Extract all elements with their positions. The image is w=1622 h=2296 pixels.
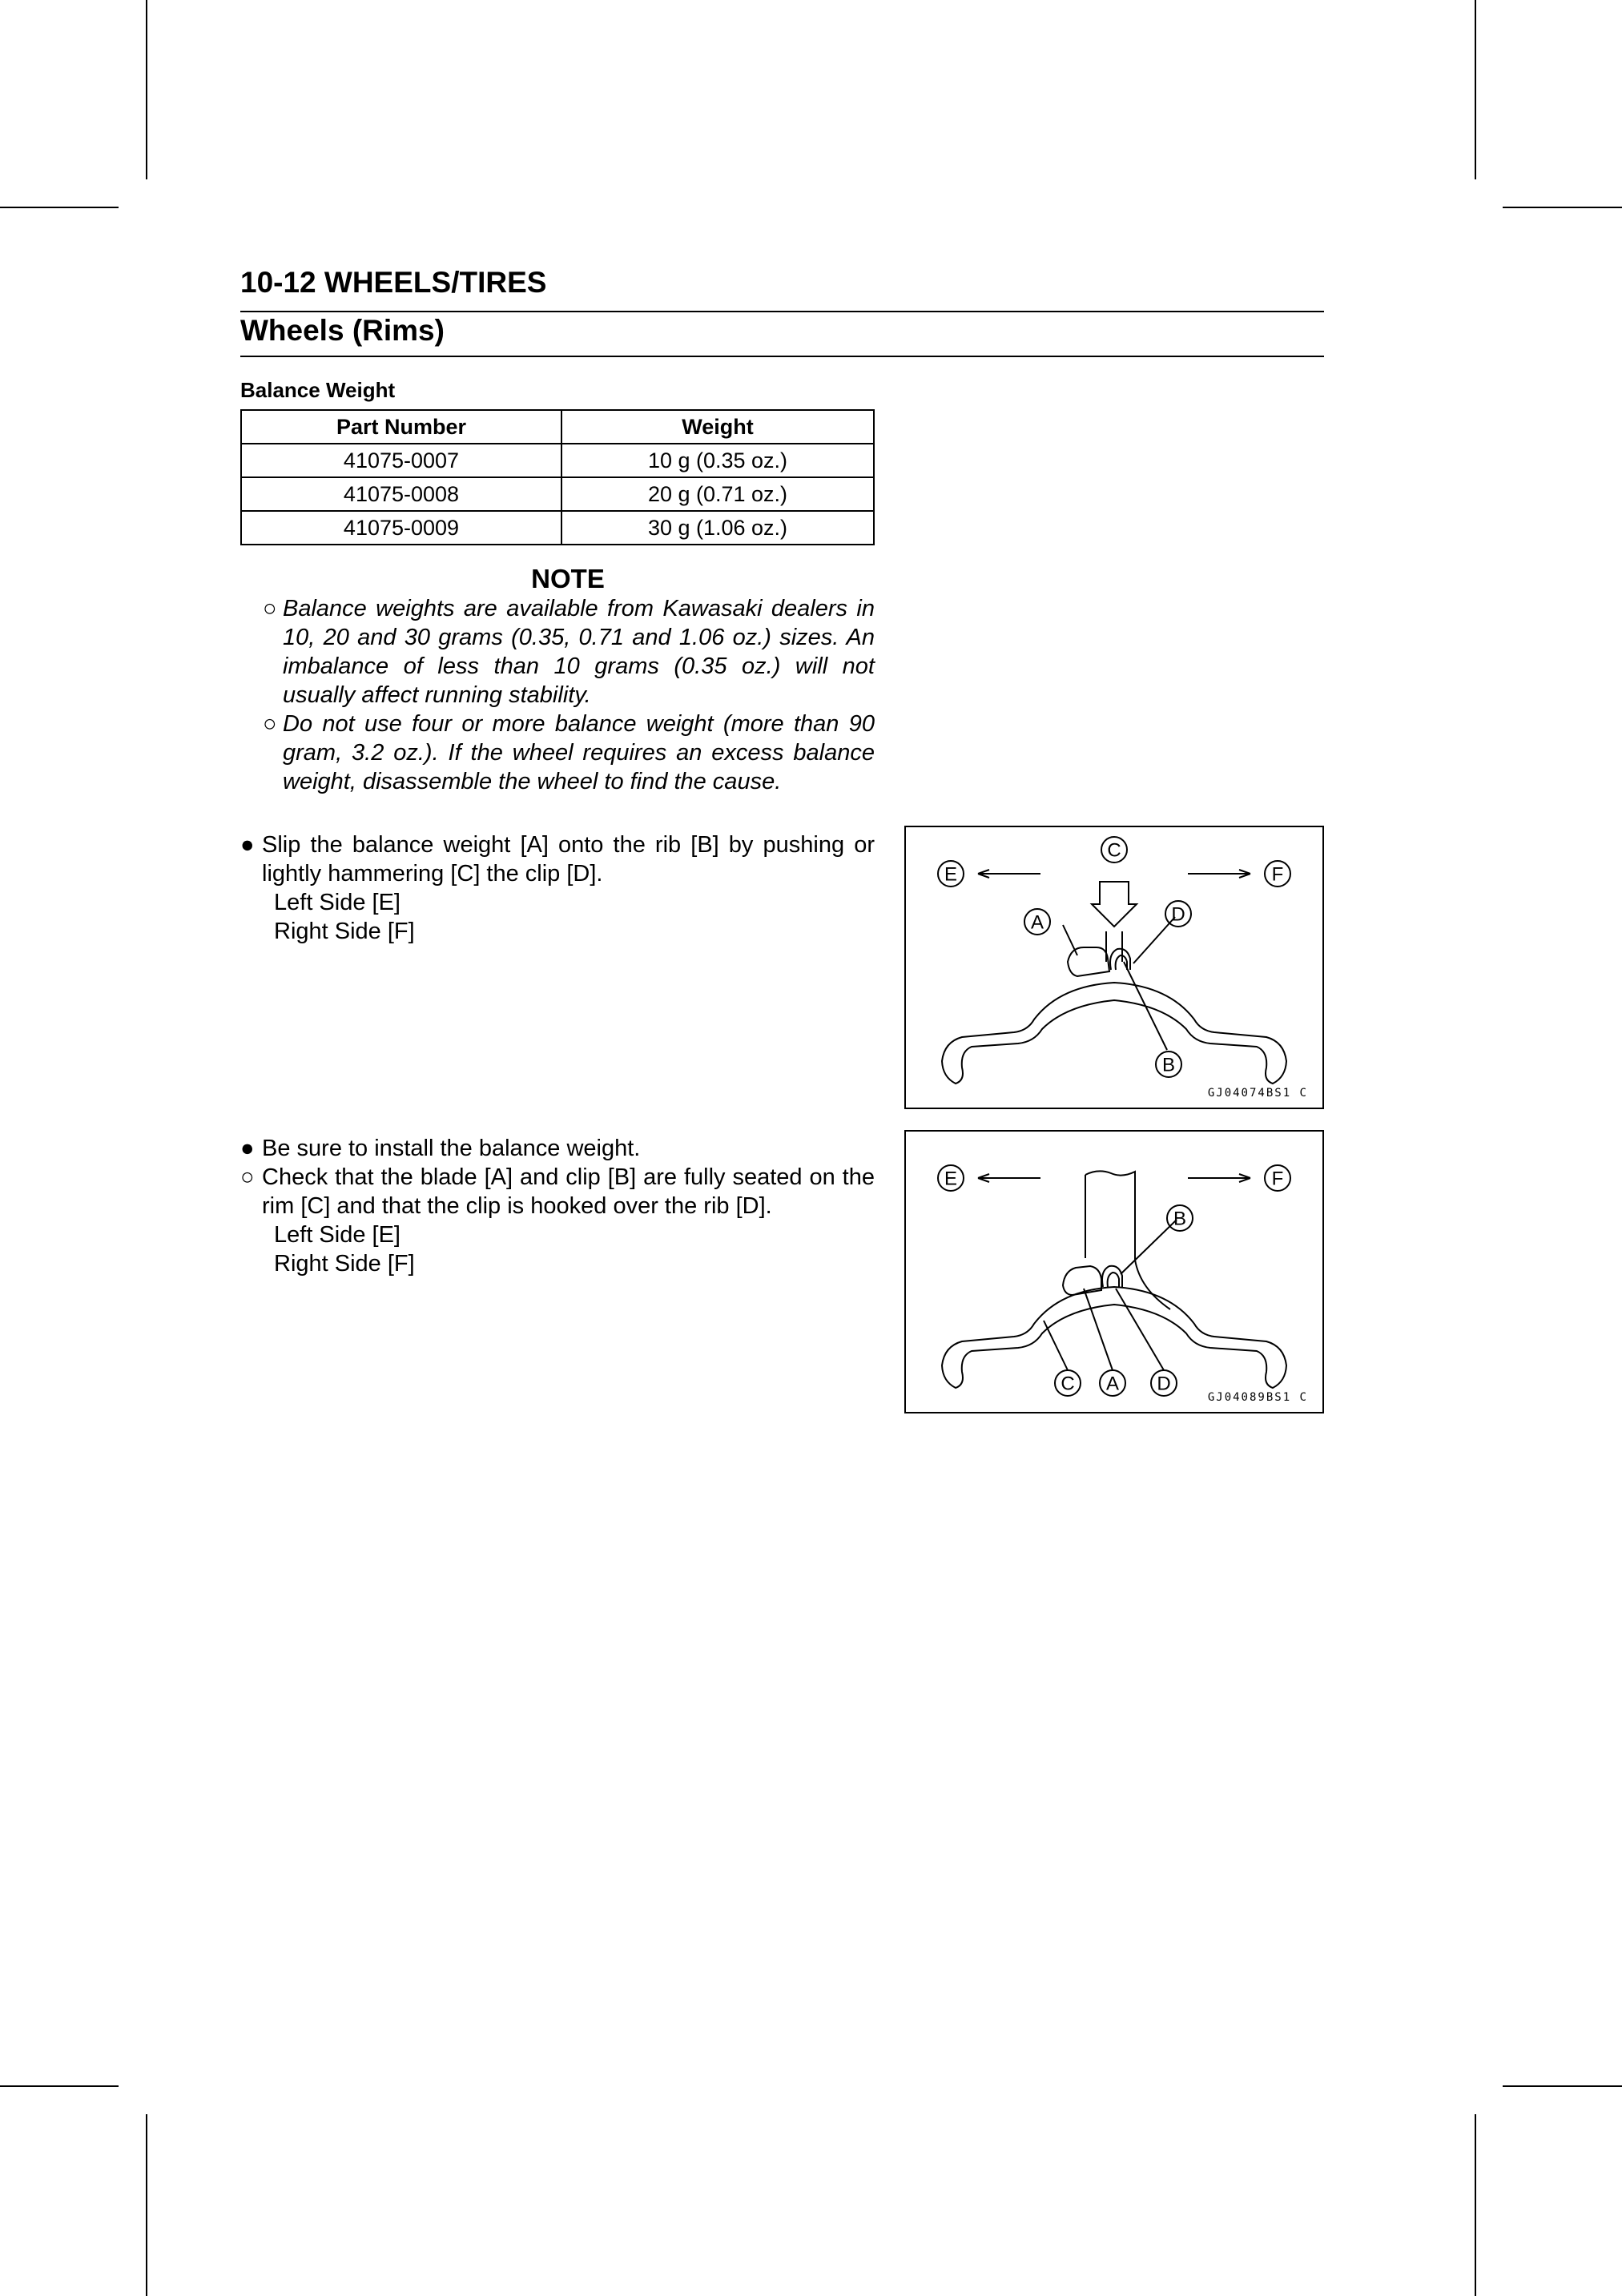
column-header-weight: Weight bbox=[561, 410, 874, 444]
right-side-label: Right Side [F] bbox=[274, 1251, 415, 1277]
table-header-row bbox=[241, 410, 874, 444]
callout-d: D bbox=[1157, 1373, 1171, 1395]
crop-mark bbox=[0, 2085, 119, 2087]
crop-mark bbox=[1475, 0, 1476, 179]
crop-mark bbox=[1503, 2085, 1622, 2087]
circle-bullet-icon: ○ bbox=[263, 711, 277, 737]
callout-e: E bbox=[944, 1168, 958, 1190]
bullet-icon: ● bbox=[240, 1136, 255, 1161]
step-text: Slip the balance weight [A] onto the rib [B] by pushing or lightly hammering [C] the clip [D]. bbox=[262, 832, 875, 887]
table-row bbox=[241, 511, 874, 545]
part-number-cell: 41075-0007 bbox=[241, 444, 561, 477]
page-title: 10-12 WHEELS/TIRES bbox=[240, 266, 547, 299]
circle-bullet-icon: ○ bbox=[263, 596, 277, 621]
step-text: Check that the blade [A] and clip [B] are fully seated on the rim [C] and that the clip is hooked over the rib [D]. bbox=[262, 1164, 875, 1219]
balance-weight-table bbox=[240, 409, 875, 545]
weight-cell: 20 g (0.71 oz.) bbox=[561, 477, 874, 511]
callout-d: D bbox=[1171, 903, 1185, 926]
header-rule bbox=[240, 311, 1324, 312]
column-header-part-number: Part Number bbox=[241, 410, 561, 444]
crop-mark bbox=[1475, 2114, 1476, 2296]
callout-e: E bbox=[944, 863, 958, 886]
diagram-rim-clip-hammer bbox=[906, 827, 1322, 1108]
callout-c: C bbox=[1107, 839, 1121, 862]
right-side-label: Right Side [F] bbox=[274, 919, 415, 944]
note-text: Balance weights are available from Kawasaki dealers in 10, 20 and 30 grams (0.35, 0.71 and 1.06 oz.) sizes. An imbalance of less than 10 grams (0.35 oz.) will not usually affect running stability. bbox=[283, 596, 875, 708]
instruction-step bbox=[240, 1163, 875, 1220]
weight-cell: 10 g (0.35 oz.) bbox=[561, 444, 874, 477]
callout-f: F bbox=[1271, 863, 1284, 886]
figure-code: GJ04089BS1 C bbox=[1207, 1391, 1308, 1404]
table-row bbox=[241, 444, 874, 477]
diagram-rim-clip-seated bbox=[906, 1132, 1322, 1412]
instruction-step bbox=[240, 1134, 875, 1163]
note-item bbox=[263, 710, 875, 796]
callout-a: A bbox=[1030, 911, 1044, 934]
figure-code: GJ04074BS1 C bbox=[1207, 1087, 1308, 1100]
step-text: Be sure to install the balance weight. bbox=[262, 1136, 641, 1161]
callout-f: F bbox=[1271, 1168, 1284, 1190]
circle-bullet-icon: ○ bbox=[240, 1164, 255, 1190]
callout-b: B bbox=[1161, 1054, 1176, 1076]
crop-mark bbox=[146, 0, 147, 179]
weight-cell: 30 g (1.06 oz.) bbox=[561, 511, 874, 545]
figure-balance-weight-install bbox=[904, 826, 1324, 1109]
table-caption: Balance Weight bbox=[240, 378, 396, 402]
note-title: NOTE bbox=[531, 564, 605, 593]
instruction-step bbox=[240, 830, 875, 888]
left-side-label: Left Side [E] bbox=[274, 1222, 400, 1248]
crop-mark bbox=[0, 207, 119, 208]
crop-mark bbox=[1503, 207, 1622, 208]
table-row bbox=[241, 477, 874, 511]
section-rule bbox=[240, 356, 1324, 357]
part-number-cell: 41075-0008 bbox=[241, 477, 561, 511]
callout-a: A bbox=[1105, 1373, 1120, 1395]
left-side-label: Left Side [E] bbox=[274, 890, 400, 915]
callout-b: B bbox=[1173, 1208, 1187, 1230]
note-text: Do not use four or more balance weight (more than 90 gram, 3.2 oz.). If the wheel requires an excess balance weight, disassemble the wheel to find the cause. bbox=[283, 711, 875, 794]
bullet-icon: ● bbox=[240, 832, 255, 858]
part-number-cell: 41075-0009 bbox=[241, 511, 561, 545]
callout-c: C bbox=[1061, 1373, 1075, 1395]
note-item bbox=[263, 594, 875, 710]
crop-mark bbox=[146, 2114, 147, 2296]
section-title: Wheels (Rims) bbox=[240, 314, 445, 347]
figure-balance-weight-check bbox=[904, 1130, 1324, 1413]
